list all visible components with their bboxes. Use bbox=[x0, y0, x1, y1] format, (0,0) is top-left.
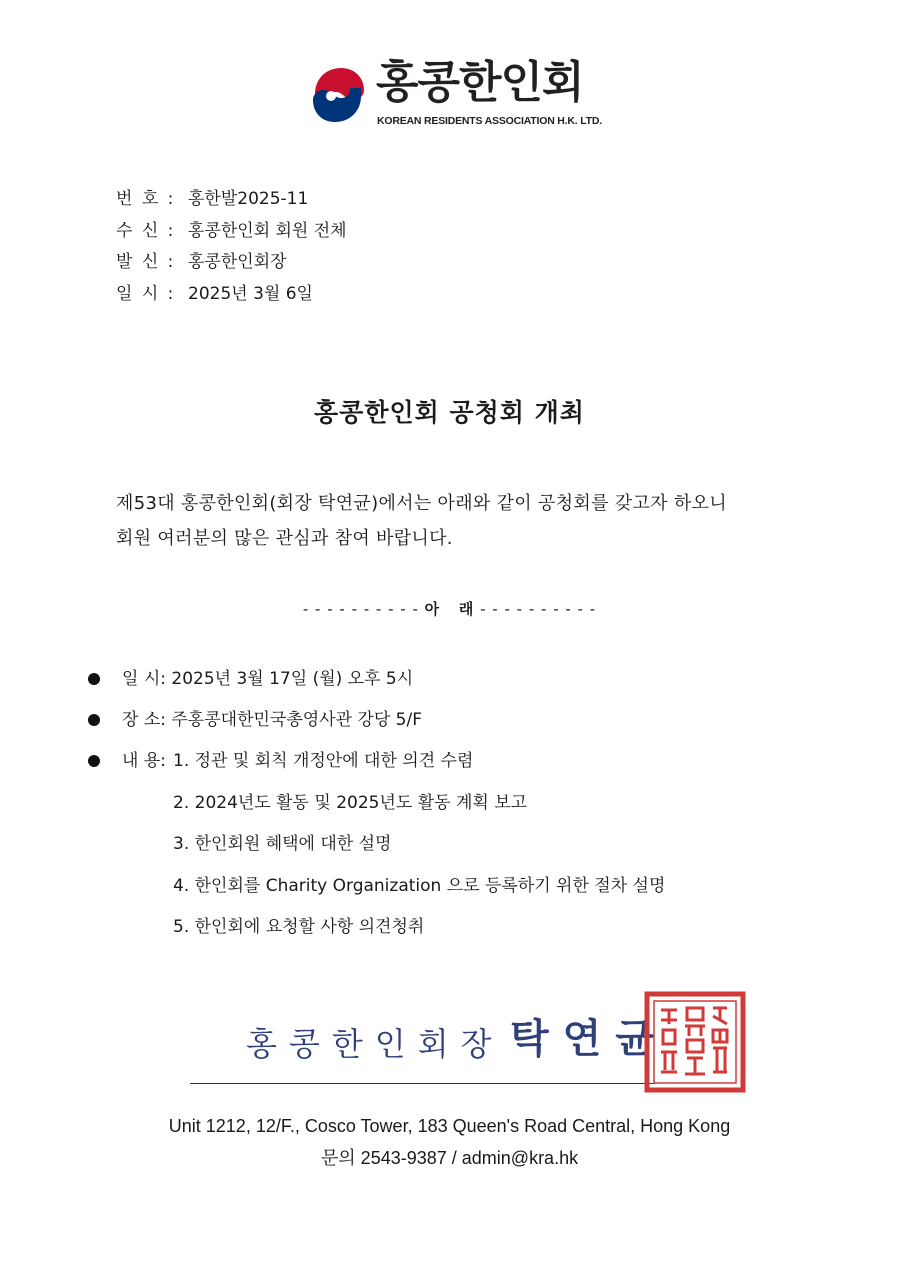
dashes-right: - - - - - - - - - - bbox=[480, 600, 597, 618]
taegeuk-logo-icon bbox=[309, 64, 367, 126]
bullet-icon bbox=[88, 673, 100, 685]
meta-key: 일 시 : bbox=[116, 284, 176, 304]
document-title: 홍콩한인회 공청회 개최 bbox=[314, 398, 585, 427]
footer-address: Unit 1212, 12/F., Cosco Tower, 183 Queen's Road Central, Hong Kong bbox=[168, 1116, 731, 1136]
meta-key: 수 신 : bbox=[116, 221, 176, 241]
meta-sender bbox=[116, 251, 287, 273]
intro-line-1: 제53대 홍콩한인회(회장 탁연균)에서는 아래와 같이 공청회를 갖고자 하오니 bbox=[116, 493, 727, 514]
official-seal-icon bbox=[643, 990, 747, 1094]
footer-contact: 문의 2543-9387 / admin@kra.hk bbox=[320, 1148, 579, 1168]
meta-date bbox=[116, 283, 313, 305]
meta-number bbox=[116, 188, 308, 210]
detail-datetime: 일 시: 2025년 3월 17일 (월) 오후 5시 bbox=[122, 669, 414, 689]
meta-value: 2025년 3월 6일 bbox=[188, 284, 313, 304]
content-item: 1. 정관 및 회칙 개정안에 대한 의견 수렴 bbox=[173, 751, 474, 771]
org-name: 홍콩한인회 bbox=[376, 57, 584, 108]
below-label: 아 래 bbox=[424, 600, 475, 618]
signature-line bbox=[190, 1083, 655, 1084]
meta-key: 번 호 : bbox=[116, 189, 176, 209]
dashes-left: - - - - - - - - - - bbox=[302, 600, 419, 618]
bullet-icon bbox=[88, 755, 100, 767]
signature-title: 홍콩한인회장 bbox=[246, 1025, 504, 1063]
signature-name: 탁연균 bbox=[510, 1015, 668, 1062]
content-item: 5. 한인회에 요청할 사항 의견청취 bbox=[173, 917, 425, 937]
intro-line-2: 회원 여러분의 많은 관심과 참여 바랍니다. bbox=[116, 528, 453, 549]
org-name-en: KOREAN RESIDENTS ASSOCIATION H.K. LTD. bbox=[377, 115, 602, 127]
detail-venue: 장 소: 주홍콩대한민국총영사관 강당 5/F bbox=[122, 710, 422, 730]
detail-content-label: 내 용: bbox=[122, 751, 166, 771]
meta-value: 홍콩한인회장 bbox=[188, 252, 287, 272]
meta-recipient bbox=[116, 220, 347, 242]
content-item: 3. 한인회원 혜택에 대한 설명 bbox=[173, 834, 392, 854]
meta-value: 홍한발2025-11 bbox=[188, 189, 309, 209]
meta-key: 발 신 : bbox=[116, 252, 176, 272]
below-separator bbox=[0, 598, 899, 620]
bullet-icon bbox=[88, 714, 100, 726]
content-item: 2. 2024년도 활동 및 2025년도 활동 계획 보고 bbox=[173, 793, 528, 813]
content-item: 4. 한인회를 Charity Organization 으로 등록하기 위한 절차 설명 bbox=[173, 876, 666, 896]
meta-value: 홍콩한인회 회원 전체 bbox=[188, 221, 347, 241]
